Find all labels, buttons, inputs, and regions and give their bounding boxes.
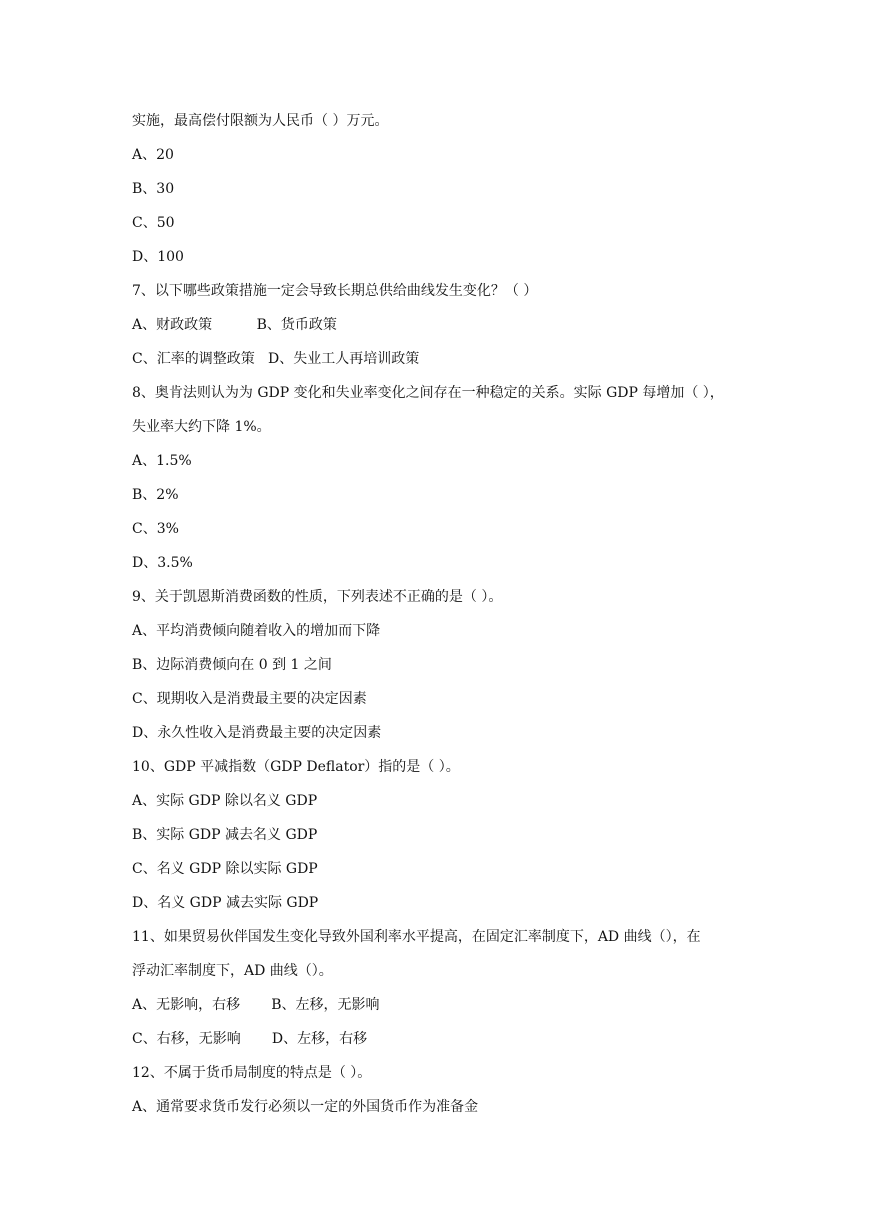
question-7-stem: 7、以下哪些政策措施一定会导致长期总供给曲线发生变化？（ ） [132,283,538,299]
document-page [132,111,772,1131]
q9-option-d: D、永久性收入是消费最主要的决定因素 [132,725,382,741]
q7-options-cd: C、汇率的调整政策 D、失业工人再培训政策 [132,351,420,367]
question-9-stem: 9、关于凯恩斯消费函数的性质，下列表述不正确的是（ ）。 [132,589,503,605]
q6-option-c: C、50 [132,215,175,231]
q7-options-ab: A、财政政策 B、货币政策 [132,317,337,333]
q6-option-b: B、30 [132,181,175,197]
q11-options-ab: A、无影响，右移 B、左移，无影响 [132,997,380,1013]
question-11-stem-continuation: 浮动汇率制度下，AD 曲线（）。 [132,963,333,979]
question-8-stem-continuation: 失业率大约下降 1%。 [132,419,271,435]
q10-option-b: B、实际 GDP 减去名义 GDP [132,827,318,843]
q9-option-b: B、边际消费倾向在 0 到 1 之间 [132,657,332,673]
q8-option-d: D、3.5% [132,555,193,571]
q8-option-a: A、1.5% [132,453,192,469]
q8-option-b: B、2% [132,487,179,503]
q10-option-a: A、实际 GDP 除以名义 GDP [132,793,318,809]
q8-option-c: C、3% [132,521,179,537]
question-11-stem: 11、如果贸易伙伴国发生变化导致外国利率水平提高，在固定汇率制度下，AD 曲线（），在 [132,929,701,945]
question-12-stem: 12、不属于货币局制度的特点是（ ）。 [132,1065,372,1081]
q12-option-a: A、通常要求货币发行必须以一定的外国货币作为准备金 [132,1099,479,1115]
q10-option-d: D、名义 GDP 减去实际 GDP [132,895,319,911]
q6-option-d: D、100 [132,249,184,265]
q11-options-cd: C、右移，无影响 D、左移，右移 [132,1031,368,1047]
q10-option-c: C、名义 GDP 除以实际 GDP [132,861,318,877]
q9-option-c: C、现期收入是消费最主要的决定因素 [132,691,367,707]
question-8-stem: 8、奥肯法则认为为 GDP 变化和失业率变化之间存在一种稳定的关系。实际 GDP 每增加（ ）， [132,385,724,401]
q9-option-a: A、平均消费倾向随着收入的增加而下降 [132,623,381,639]
question-6-stem-continuation: 实施，最高偿付限额为人民币（ ）万元。 [132,113,389,129]
question-10-stem: 10、GDP 平减指数（GDP Deflator）指的是（ ）。 [132,759,460,775]
q6-option-a: A、20 [132,147,174,163]
